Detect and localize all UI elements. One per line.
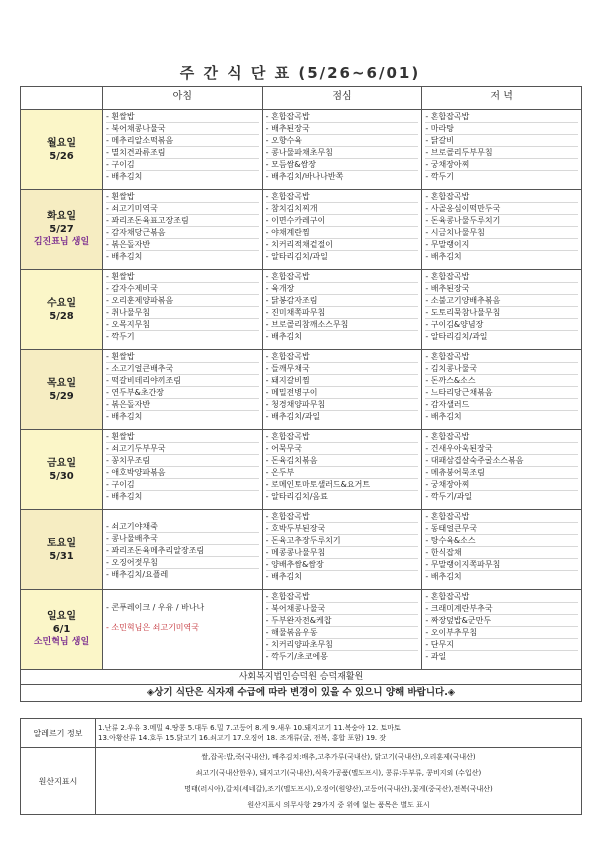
origin-line-2: 쇠고기(국내산한우), 돼지고기(국내산),식육가공품(멜도프시), 콩류:두부류, 콩비지외 (수입산) — [195, 769, 482, 777]
page-title: 주 간 식 단 표 (5/26~6/01) — [179, 64, 421, 82]
menu-item: - 혼합잡곡밥 — [266, 591, 419, 603]
menu-sheet — [20, 86, 582, 702]
menu-item: - 오이부추무침 — [425, 627, 578, 639]
day-cell — [21, 590, 103, 670]
menu-item: - 육개장 — [266, 283, 419, 295]
menu-item: - 배추김치/과일 — [265, 412, 321, 421]
menu-item: - 흰쌀밥 — [106, 351, 259, 363]
origin-line-1: 쌀,잡곡:밥,죽(국내산), 배추김치:배추,고추가루(국내산), 닭고기(국내산),오리훈제(국내산) — [201, 753, 476, 761]
menu-item: - 배추김치/바나나반쪽 — [265, 172, 344, 181]
menu-item: - 돼지갈비찜 — [266, 375, 419, 387]
lunch-list — [263, 430, 422, 503]
day-name: 화요일 — [47, 211, 76, 222]
menu-item: - 닭봉감자조림 — [266, 295, 419, 307]
menu-item: - 구이김&양념장 — [425, 319, 578, 331]
menu-item: - 시금치나물무침 — [425, 227, 578, 239]
dinner-list — [422, 590, 581, 663]
day-cell — [21, 350, 103, 430]
header-dinner: 저 녁 — [422, 87, 582, 110]
lunch-list — [263, 350, 422, 423]
menu-item: - 치커리양파초무침 — [266, 639, 419, 651]
menu-item: - 꽁치무조림 — [106, 455, 259, 467]
lunch-cell — [262, 270, 422, 350]
dinner-cell — [422, 510, 582, 590]
origin-row — [21, 748, 582, 815]
menu-item: - 혼합잡곡밥 — [425, 351, 578, 363]
menu-item: - 로메인토마토샐러드&요거트 — [266, 479, 419, 491]
day-row — [21, 270, 582, 350]
menu-item: - 혼합잡곡밥 — [425, 191, 578, 203]
notice-row — [21, 685, 582, 702]
day-name: 목요일 — [47, 377, 76, 389]
breakfast-cell — [103, 510, 263, 590]
menu-item: - 감자채당근볶음 — [106, 227, 259, 239]
menu-item: - 무말랭이지 — [425, 239, 578, 251]
menu-item: - 메콩콩나물무침 — [266, 547, 419, 559]
menu-item: - 사골옹심이떡만두국 — [425, 203, 578, 215]
menu-item: - 혼합잡곡밥 — [425, 511, 578, 523]
menu-item: - 콩나물배추국 — [106, 533, 259, 545]
lunch-cell — [262, 590, 422, 670]
menu-item: - 이면수카레구이 — [266, 215, 419, 227]
birthday-note: 김진표님 생일 — [33, 237, 90, 247]
header-lunch: 점심 — [262, 87, 422, 110]
day-cell — [21, 190, 103, 270]
breakfast-list — [103, 510, 262, 581]
menu-item: - 해물볶음우동 — [266, 627, 419, 639]
menu-item: - 볶은돌자반 — [106, 239, 259, 251]
menu-item: - 배추된장국 — [425, 283, 578, 295]
menu-item: - 취나물무침 — [106, 307, 259, 319]
dinner-list — [422, 110, 581, 183]
breakfast-list — [103, 270, 262, 343]
lunch-list — [263, 510, 422, 583]
allergy-line-2: 13.아황산류 14.호두 15.닭고기 16.쇠고기 17.오징어 18. 조개류(굴, 전복, 홍합 포함) 19. 잣 — [98, 734, 387, 742]
breakfast-list — [103, 590, 262, 643]
weekly-menu-table — [20, 86, 582, 702]
dinner-list — [422, 350, 581, 423]
menu-item: - 참치김치찌개 — [266, 203, 419, 215]
day-cell — [21, 110, 103, 190]
day-cell — [21, 510, 103, 590]
menu-item: - 들깨무채국 — [266, 363, 419, 375]
breakfast-list — [103, 110, 262, 183]
dinner-cell — [422, 350, 582, 430]
menu-item: - 콩나물파채초무침 — [266, 147, 419, 159]
menu-item: - 치커리적채겉절이 — [266, 239, 419, 251]
day-row — [21, 430, 582, 510]
menu-item: - 혼합잡곡밥 — [266, 431, 419, 443]
menu-item: - 과일 — [425, 652, 447, 661]
lunch-cell — [262, 350, 422, 430]
menu-item: - 배추김치 — [106, 252, 143, 261]
menu-item: - 흰쌀밥 — [106, 191, 259, 203]
menu-item: - 깍두기 — [106, 332, 135, 341]
menu-item: - 꽈리조돈육메추리알장조림 — [106, 545, 259, 557]
day-name: 토요일 — [47, 537, 76, 549]
breakfast-cell — [103, 190, 263, 270]
dinner-list — [422, 190, 581, 263]
menu-item: - 멸치견과류조림 — [106, 147, 259, 159]
menu-item: - 감자샐러드 — [425, 399, 578, 411]
menu-item: - 진미채쪽파무침 — [266, 307, 419, 319]
menu-item: - 떡갈비데리야끼조림 — [106, 375, 259, 387]
dinner-cell — [422, 590, 582, 670]
dinner-list — [422, 430, 581, 503]
menu-item: - 콘푸레이크 / 우유 / 바나나 — [106, 603, 205, 612]
dinner-cell — [422, 270, 582, 350]
dinner-list — [422, 270, 581, 343]
origin-label: 원산지표시 — [21, 748, 96, 815]
menu-item: - 호박두부된장국 — [266, 523, 419, 535]
menu-item: - 배추김치 — [106, 172, 143, 181]
corner-cell — [21, 87, 103, 110]
menu-item: - 배추김치/요플레 — [106, 570, 169, 579]
menu-item: - 건새우아욱된장국 — [425, 443, 578, 455]
allergy-label: 알레르기 정보 — [21, 719, 96, 748]
provider-row — [21, 670, 582, 685]
breakfast-cell — [103, 590, 263, 670]
menu-item: - 깍두기/초코에몽 — [265, 652, 328, 661]
menu-item: - 동태얼큰무국 — [425, 523, 578, 535]
breakfast-cell — [103, 430, 263, 510]
menu-item: - 혼합잡곡밥 — [425, 431, 578, 443]
menu-item: - 대패삼겹살숙주굴소스볶음 — [425, 455, 578, 467]
day-date: 5/29 — [49, 390, 74, 402]
menu-item: - 혼합잡곡밥 — [266, 191, 419, 203]
breakfast-cell — [103, 110, 263, 190]
day-date: 5/28 — [49, 310, 74, 322]
menu-item: - 메추리알소떡볶음 — [106, 135, 259, 147]
menu-item: - 흰쌀밥 — [106, 431, 259, 443]
menu-item: - 닭갈비 — [425, 135, 578, 147]
menu-item: - 배추김치 — [425, 252, 462, 261]
menu-item: - 두부완자전&케찹 — [266, 615, 419, 627]
menu-item: - 한식잡채 — [425, 547, 578, 559]
menu-item: - 배추김치 — [265, 332, 302, 341]
day-cell — [21, 430, 103, 510]
menu-item: - 양배추쌈&쌈장 — [266, 559, 419, 571]
day-cell — [21, 270, 103, 350]
dinner-cell — [422, 110, 582, 190]
origin-line-4: 원산지표시 의무사항 29가지 중 위에 없는 품목은 별도 표시 — [247, 801, 430, 809]
menu-item: - 오목지무침 — [106, 319, 259, 331]
day-row — [21, 190, 582, 270]
menu-item: - 알타리김치/과일 — [425, 332, 488, 341]
menu-item: - 돈육고추장두루치기 — [266, 535, 419, 547]
provider-name: 사회복지법인승덕원 승덕재활원 — [21, 670, 582, 685]
menu-item: - 흰쌀밥 — [106, 271, 259, 283]
menu-item: - 알타리김치/과일 — [265, 252, 328, 261]
menu-item: - 배추김치 — [265, 572, 302, 581]
menu-item: - 도토리묵참나물무침 — [425, 307, 578, 319]
menu-item: - 궁채장아찌 — [425, 159, 578, 171]
menu-item: - 혼합잡곡밥 — [266, 511, 419, 523]
dinner-list — [422, 510, 581, 583]
breakfast-cell — [103, 270, 263, 350]
menu-item: - 구이김 — [106, 479, 259, 491]
menu-item: - 탕수육&소스 — [425, 535, 578, 547]
menu-item: - 돈육콩나물두루치기 — [425, 215, 578, 227]
dinner-cell — [422, 430, 582, 510]
menu-item: - 흰쌀밥 — [106, 111, 259, 123]
menu-item: - 배추김치 — [106, 412, 143, 421]
header-row — [21, 87, 582, 110]
day-row — [21, 110, 582, 190]
menu-item: - 구이김 — [106, 159, 259, 171]
day-name: 금요일 — [47, 457, 76, 469]
menu-item: - 감자수제비국 — [106, 283, 259, 295]
menu-item: - 느타리당근채볶음 — [425, 387, 578, 399]
menu-item: - 돈까스&소스 — [425, 375, 578, 387]
lunch-cell — [262, 430, 422, 510]
header-breakfast: 아침 — [103, 87, 263, 110]
birthday-note: 소민혁님 생일 — [33, 637, 90, 647]
menu-item: - 혼합잡곡밥 — [266, 111, 419, 123]
menu-item: - 궁채장아찌 — [425, 479, 578, 491]
menu-item: - 크래미계란부추국 — [425, 603, 578, 615]
lunch-list — [263, 590, 422, 663]
dinner-cell — [422, 190, 582, 270]
menu-item: - 메밀전병구이 — [266, 387, 419, 399]
notice-text: ◈상기 식단은 식자재 수급에 따라 변경이 있을 수 있으니 양해 바랍니다.◈ — [21, 685, 582, 702]
day-row — [21, 510, 582, 590]
menu-item: - 어묵무국 — [266, 443, 419, 455]
menu-item: - 쇠고기미역국 — [106, 203, 259, 215]
menu-item: - 혼합잡곡밥 — [266, 271, 419, 283]
allergy-list — [96, 719, 582, 748]
menu-item: - 배추된장국 — [266, 123, 419, 135]
menu-item: - 연두부&초간장 — [106, 387, 259, 399]
day-date: 5/26 — [49, 150, 74, 162]
menu-item: - 애호박양파볶음 — [106, 467, 259, 479]
menu-item: - 쇠고기두부무국 — [106, 443, 259, 455]
info-table — [20, 718, 582, 815]
breakfast-list — [103, 190, 262, 263]
menu-item: - 모듬쌈&쌈장 — [266, 159, 419, 171]
lunch-list — [263, 270, 422, 343]
menu-item: - 꽈리조돈육표고장조림 — [106, 215, 259, 227]
menu-item: - 볶은돌자반 — [106, 399, 259, 411]
allergy-line-1: 1.난류 2.우유 3.메밀 4.땅콩 5.대두 6.밀 7.고등어 8.게 9.새우 10.돼지고기 11.복숭아 12. 토마토 — [98, 724, 401, 732]
menu-item: - 혼합잡곡밥 — [266, 351, 419, 363]
menu-item: - 배추김치 — [425, 572, 462, 581]
menu-item: - 마라탕 — [425, 123, 578, 135]
menu-item: - 북어채콩나물국 — [266, 603, 419, 615]
menu-item: - 오리훈제양파볶음 — [106, 295, 259, 307]
day-date: 5/31 — [49, 550, 74, 562]
menu-item: - 돈육김치볶음 — [266, 455, 419, 467]
menu-item: - 혼합잡곡밥 — [425, 271, 578, 283]
menu-item: - 온두부 — [266, 467, 419, 479]
menu-item: - 오향수육 — [266, 135, 419, 147]
menu-item: - 깍두기/과일 — [425, 492, 473, 501]
day-name: 수요일 — [47, 297, 76, 309]
lunch-list — [263, 190, 422, 263]
menu-item: - 단무지 — [425, 639, 578, 651]
day-name: 일요일 — [47, 611, 76, 622]
info-section — [20, 718, 582, 815]
menu-item: - 오징어젓무침 — [106, 557, 259, 569]
breakfast-list — [103, 430, 262, 503]
day-row — [21, 350, 582, 430]
menu-item: - 브로콜리두부무침 — [425, 147, 578, 159]
menu-item: - 혼합잡곡밥 — [425, 591, 578, 603]
day-row — [21, 590, 582, 670]
day-date: 5/27 — [49, 224, 74, 235]
menu-item: - 청경채양파무침 — [266, 399, 419, 411]
menu-item: - 소불고기양배추볶음 — [425, 295, 578, 307]
lunch-list — [263, 110, 422, 183]
menu-item: - 야채계란찜 — [266, 227, 419, 239]
day-date: 5/30 — [49, 470, 74, 482]
menu-item: - 메츄붕어묵조림 — [425, 467, 578, 479]
origin-line-3: 명태(러시아),갈치(세네갈),조기(멜도프시),오징어(원양산),고등어(국내산),꽃게(중국산),전복(국내산) — [184, 785, 493, 793]
menu-item: - 북어채콩나물국 — [106, 123, 259, 135]
menu-item: - 브로콜리참깨소스무침 — [266, 319, 419, 331]
day-date: 6/1 — [52, 624, 71, 635]
menu-item: - 소민혁님은 쇠고기미역국 — [106, 623, 199, 632]
menu-item: - 혼합잡곡밥 — [425, 111, 578, 123]
lunch-cell — [262, 110, 422, 190]
breakfast-list — [103, 350, 262, 423]
menu-item: - 배추김치 — [425, 412, 462, 421]
origin-list — [96, 748, 582, 815]
menu-item: - 무말랭이지쪽파무침 — [425, 559, 578, 571]
menu-item: - 김치콩나물국 — [425, 363, 578, 375]
day-name: 월요일 — [47, 137, 76, 149]
breakfast-cell — [103, 350, 263, 430]
menu-item: - 배추김치 — [106, 492, 143, 501]
lunch-cell — [262, 510, 422, 590]
menu-item: - 깍두기 — [425, 172, 454, 181]
lunch-cell — [262, 190, 422, 270]
menu-item: - 짜장덮밥&군만두 — [425, 615, 578, 627]
menu-item: - 알타리김치/음료 — [265, 492, 328, 501]
menu-item: - 쇠고기야채죽 — [106, 521, 259, 533]
allergy-row — [21, 719, 582, 748]
menu-item: - 소고기얼큰배추국 — [106, 363, 259, 375]
